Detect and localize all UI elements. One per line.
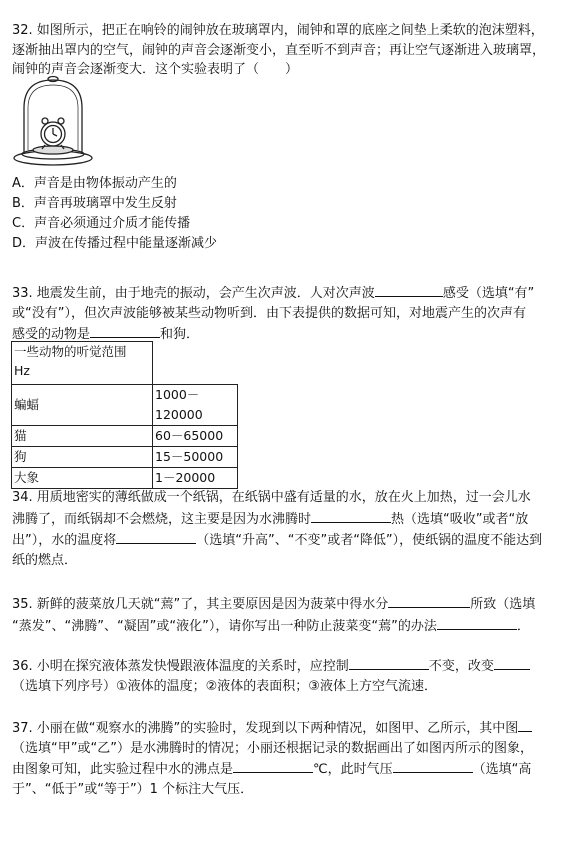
q33-blank-2[interactable] — [90, 323, 160, 338]
q36-line-2: （选填下列序号）①液体的温度；②液体的表面积；③液体上方空气流速． — [12, 678, 437, 694]
table-row — [12, 468, 238, 489]
bell-jar-alarm-clock-figure — [12, 74, 94, 174]
table-cell-animal: 狗 — [12, 447, 153, 468]
q33-line-2: 或“没有”），但次声波能够被某些动物听到．由下表提供的数据可知，对地震产生的次声有 — [12, 305, 526, 321]
hearing-range-table — [11, 341, 238, 489]
q35-blank-2[interactable] — [437, 615, 517, 630]
q35-blank-1[interactable] — [388, 593, 470, 608]
q34-text-3b: （选填“升高”、“不变”或者“降低”），使纸锅的温度不能达到 — [196, 533, 543, 548]
q33-text-1b: 感受（选填“有” — [442, 286, 535, 301]
q36-text-1b: 不变，改变 — [428, 659, 494, 674]
table-cell-range: 1－20000 — [153, 468, 238, 489]
q37-text-3b: ℃，此时气压 — [313, 762, 393, 777]
q37-text-3c: （选填“高 — [472, 762, 532, 777]
q33-text-3b: 和狗． — [160, 327, 200, 342]
table-cell-animal: 蝙蝠 — [12, 385, 153, 426]
q35-text-1a: 35. 新鲜的菠菜放几天就“蔫”了，其主要原因是因为菠菜中得水分 — [12, 597, 389, 612]
q34-text-2b: 热（选填“吸收”或者“放 — [391, 511, 529, 527]
q32-line-2: 逐渐抽出罩内的空气，闹钟的声音会逐渐变小，直至听不到声音；再让空气逐渐进入玻璃罩， — [12, 42, 546, 58]
q34-text-3a: 出”），水的温度将 — [12, 533, 117, 548]
table-header-line-2: Hz — [14, 363, 30, 378]
q37-blank-1[interactable] — [518, 717, 532, 732]
q37-text-3a: 由图象可知，此实验过程中水的沸点是 — [12, 762, 234, 777]
q35-text-2b: ． — [516, 618, 530, 634]
question-32 — [12, 21, 572, 80]
q33-text-1a: 33. 地震发生前，由于地壳的振动，会产生次声波．人对次声波 — [12, 286, 375, 301]
q37-line-4: 于”、“低于”或“等于”）1 个标注大气压． — [12, 781, 254, 797]
q32-line-1: 32. 如图所示，把正在响铃的闹钟放在玻璃罩内，闹钟和罩的底座之间垫上柔软的泡沫塑料， — [12, 23, 544, 38]
q34-blank-2[interactable] — [116, 529, 196, 544]
table-row — [12, 385, 238, 426]
q35-text-2a: “蒸发”、“沸腾”、“凝固”或“液化”），请你写出一种防止菠菜变“蔫”的办法 — [12, 618, 437, 634]
q34-line-1: 34. 用质地密实的薄纸做成一个纸锅，在纸锅中盛有适量的水，放在火上加热，过一会儿水 — [12, 490, 531, 505]
q32-line-3: 闹钟的声音会逐渐变大．这个实验表明了（ ） — [12, 62, 299, 77]
question-33 — [12, 282, 572, 345]
table-cell-range: 60－65000 — [153, 426, 238, 447]
q34-blank-1[interactable] — [311, 508, 391, 523]
q37-blank-2[interactable] — [233, 758, 313, 773]
table-row — [12, 426, 238, 447]
table-cell-range: 1000－120000 — [153, 385, 238, 426]
question-36 — [12, 655, 572, 696]
q36-blank-1[interactable] — [349, 655, 429, 670]
table-cell-animal: 大象 — [12, 468, 153, 489]
q34-line-4: 纸的燃点． — [12, 552, 78, 568]
question-34 — [12, 488, 572, 570]
q32-option-c: C．声音必须通过介质才能传播 — [12, 216, 191, 231]
q33-blank-1[interactable] — [375, 282, 443, 297]
q35-text-1b: 所致（选填 — [470, 597, 536, 612]
table-cell-range: 15－50000 — [153, 447, 238, 468]
table-header-cell — [12, 342, 153, 385]
q37-line-2: （选填“甲”或“乙”）是水沸腾时的情况；小丽还根据记录的数据画出了如图丙所示的图象， — [12, 740, 533, 756]
table-header-empty — [153, 342, 238, 385]
q32-option-a: A．声音是由物体振动产生的 — [12, 176, 177, 191]
table-row — [12, 447, 238, 468]
question-35 — [12, 593, 572, 636]
q37-blank-3[interactable] — [393, 758, 473, 773]
table-header-line-1: 一些动物的听觉范围 — [14, 344, 127, 359]
table-cell-animal: 猫 — [12, 426, 153, 447]
q32-option-b: B．声音再玻璃罩中发生反射 — [12, 196, 177, 211]
table-header-row — [12, 342, 238, 385]
q33-text-3a: 感受的动物是 — [12, 327, 91, 342]
q36-blank-2[interactable] — [494, 655, 530, 670]
q34-text-2a: 沸腾了，而纸锅却不会燃烧，这主要是因为水沸腾时 — [12, 511, 312, 527]
q32-option-d: D．声波在传播过程中能量逐渐减少 — [12, 236, 218, 251]
q36-text-1a: 36. 小明在探究液体蒸发快慢跟液体温度的关系时，应控制 — [12, 659, 349, 674]
question-37 — [12, 717, 572, 799]
q37-text-1: 37. 小丽在做“观察水的沸腾”的实验时，发现到以下两种情况，如图甲、乙所示，其中图 — [12, 721, 519, 736]
